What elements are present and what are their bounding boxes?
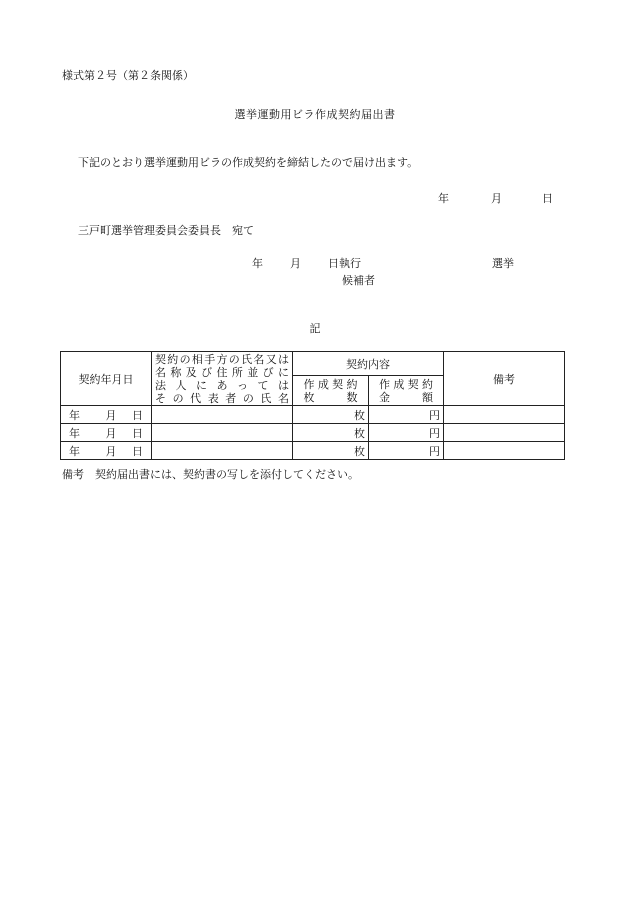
row-party-cell[interactable] — [152, 442, 293, 460]
row-day: 日 — [132, 426, 143, 440]
party-line-4: その代表者の氏名 — [155, 391, 289, 405]
row-amount-cell[interactable] — [369, 424, 444, 442]
row-quantity-cell[interactable] — [293, 406, 369, 424]
quantity-unit: 枚 — [354, 444, 365, 458]
ki-heading: 記 — [309, 322, 321, 335]
row-day: 日 — [132, 444, 143, 458]
addressee: 三戸町選挙管理委員会委員長 宛て — [78, 224, 254, 237]
row-month: 月 — [105, 408, 117, 422]
header-contract-contents: 契約内容 — [293, 352, 444, 376]
row-remarks-cell[interactable] — [444, 424, 565, 442]
header-amount — [369, 376, 444, 406]
quantity-line-2: 枚 数 — [303, 390, 358, 404]
amount-line-1: 作成契約 — [379, 377, 433, 391]
row-remarks-cell[interactable] — [444, 406, 565, 424]
header-contract-party — [152, 352, 293, 406]
amount-unit: 円 — [429, 408, 440, 422]
row-date-cell — [61, 406, 152, 424]
election-label: 選挙 — [492, 257, 514, 270]
election-year-label: 年 — [252, 257, 263, 270]
party-line-2: 名称及び住所並びに — [155, 365, 289, 379]
quantity-unit: 枚 — [354, 426, 365, 440]
row-party-cell[interactable] — [152, 424, 293, 442]
row-month: 月 — [105, 426, 117, 440]
row-remarks-cell[interactable] — [444, 442, 565, 460]
row-date-cell — [61, 442, 152, 460]
amount-unit: 円 — [429, 426, 440, 440]
quantity-line-1: 作成契約 — [303, 377, 358, 391]
row-party-cell[interactable] — [152, 406, 293, 424]
date-month-label: 月 — [491, 192, 502, 205]
election-day-exec-label: 日執行 — [328, 257, 361, 270]
form-number: 様式第２号（第２条関係） — [62, 69, 194, 82]
quantity-unit: 枚 — [354, 408, 365, 422]
contract-table — [60, 351, 565, 460]
row-amount-cell[interactable] — [369, 442, 444, 460]
header-quantity — [293, 376, 369, 406]
party-line-3: 法人にあっては — [155, 378, 289, 392]
row-amount-cell[interactable] — [369, 406, 444, 424]
party-line-1: 契約の相手方の氏名又は — [155, 352, 289, 366]
header-contract-date: 契約年月日 — [61, 352, 152, 406]
election-month-label: 月 — [290, 257, 301, 270]
row-year: 年 — [69, 408, 80, 422]
document-title: 選挙運動用ビラ作成契約届出書 — [234, 108, 396, 121]
amount-line-2: 金 額 — [379, 390, 433, 404]
row-day: 日 — [132, 408, 143, 422]
table-row — [61, 442, 565, 460]
amount-unit: 円 — [429, 444, 440, 458]
row-quantity-cell[interactable] — [293, 442, 369, 460]
date-day-label: 日 — [542, 192, 553, 205]
row-year: 年 — [69, 444, 80, 458]
table-row — [61, 406, 565, 424]
date-year-label: 年 — [438, 192, 449, 205]
intro-text: 下記のとおり選挙運動用ビラの作成契約を締結したので届け出ます。 — [78, 156, 419, 169]
row-quantity-cell[interactable] — [293, 424, 369, 442]
header-remarks: 備考 — [444, 352, 565, 406]
candidate-label: 候補者 — [342, 274, 375, 287]
row-year: 年 — [69, 426, 80, 440]
row-month: 月 — [105, 444, 117, 458]
table-row — [61, 424, 565, 442]
remarks-note: 備考 契約届出書には、契約書の写しを添付してください。 — [62, 468, 359, 481]
row-date-cell — [61, 424, 152, 442]
